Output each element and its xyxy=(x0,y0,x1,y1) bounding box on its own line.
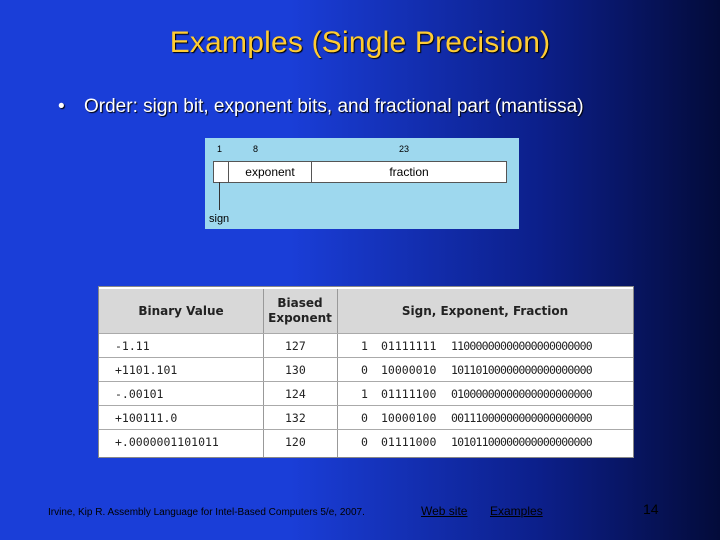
exponent-cell: 01111100 xyxy=(381,387,437,401)
exponent-cell: 01111000 xyxy=(381,435,437,449)
examples-link[interactable]: Examples xyxy=(490,504,543,518)
exponent-width-label: 8 xyxy=(253,144,259,154)
binary-value-cell: +1101.101 xyxy=(115,363,178,377)
sign-label: sign xyxy=(209,213,230,225)
header-binary-value: Binary Value xyxy=(138,303,224,318)
fraction-cell: 00111000000000000000000 xyxy=(451,411,592,425)
bit-field-box xyxy=(213,161,507,183)
biased-exponent-cell: 124 xyxy=(285,387,306,401)
table-row xyxy=(99,333,633,358)
header-sign-exponent-fraction: Sign, Exponent, Fraction xyxy=(401,303,569,318)
slide-title: Examples (Single Precision) xyxy=(169,26,551,59)
biased-exponent-cell: 120 xyxy=(285,435,306,449)
fraction-cell: 11000000000000000000000 xyxy=(451,339,592,353)
sign-cell: 0 xyxy=(361,435,368,449)
table-row xyxy=(99,357,633,382)
fraction-cell: 01000000000000000000000 xyxy=(451,387,592,401)
header-biased-exponent: Biased Exponent xyxy=(268,296,332,325)
exponent-cell: 01111111 xyxy=(381,339,437,353)
bullet-text: Order: sign bit, exponent bits, and fractional part (mantissa) xyxy=(84,96,584,117)
sign-cell: 1 xyxy=(361,387,368,401)
single-precision-layout-diagram xyxy=(205,138,519,229)
binary-value-cell: -1.11 xyxy=(115,339,150,353)
exponent-cell: 10000100 xyxy=(381,411,437,425)
sign-cell: 0 xyxy=(361,363,368,377)
biased-exponent-cell: 132 xyxy=(285,411,306,425)
page-number: 14 xyxy=(643,501,659,517)
binary-value-cell: +.0000001101011 xyxy=(115,435,219,449)
table-row xyxy=(99,381,633,406)
table-row xyxy=(99,405,633,430)
fraction-width-label: 23 xyxy=(399,144,410,154)
bullet-point xyxy=(58,96,584,118)
citation-text: Irvine, Kip R. Assembly Language for Intel-Based Computers 5/e, 2007. xyxy=(48,507,365,518)
fraction-field: fraction xyxy=(389,165,429,179)
table-header xyxy=(99,289,633,333)
sign-pointer-line xyxy=(219,182,220,210)
binary-value-cell: +100111.0 xyxy=(115,411,178,425)
fraction-cell: 10110100000000000000000 xyxy=(451,363,592,377)
biased-exponent-cell: 130 xyxy=(285,363,306,377)
exponent-cell: 10000010 xyxy=(381,363,437,377)
sign-width-label: 1 xyxy=(217,144,223,154)
exponent-field: exponent xyxy=(245,165,295,179)
binary-value-cell: -.00101 xyxy=(115,387,164,401)
sign-cell: 0 xyxy=(361,411,368,425)
examples-table xyxy=(98,286,634,458)
biased-exponent-cell: 127 xyxy=(285,339,306,353)
table-row xyxy=(99,429,633,454)
sign-cell: 1 xyxy=(361,339,368,353)
fraction-cell: 10101100000000000000000 xyxy=(451,435,592,449)
bullet-dot: • xyxy=(58,96,65,117)
web-site-link[interactable]: Web site xyxy=(421,504,468,518)
